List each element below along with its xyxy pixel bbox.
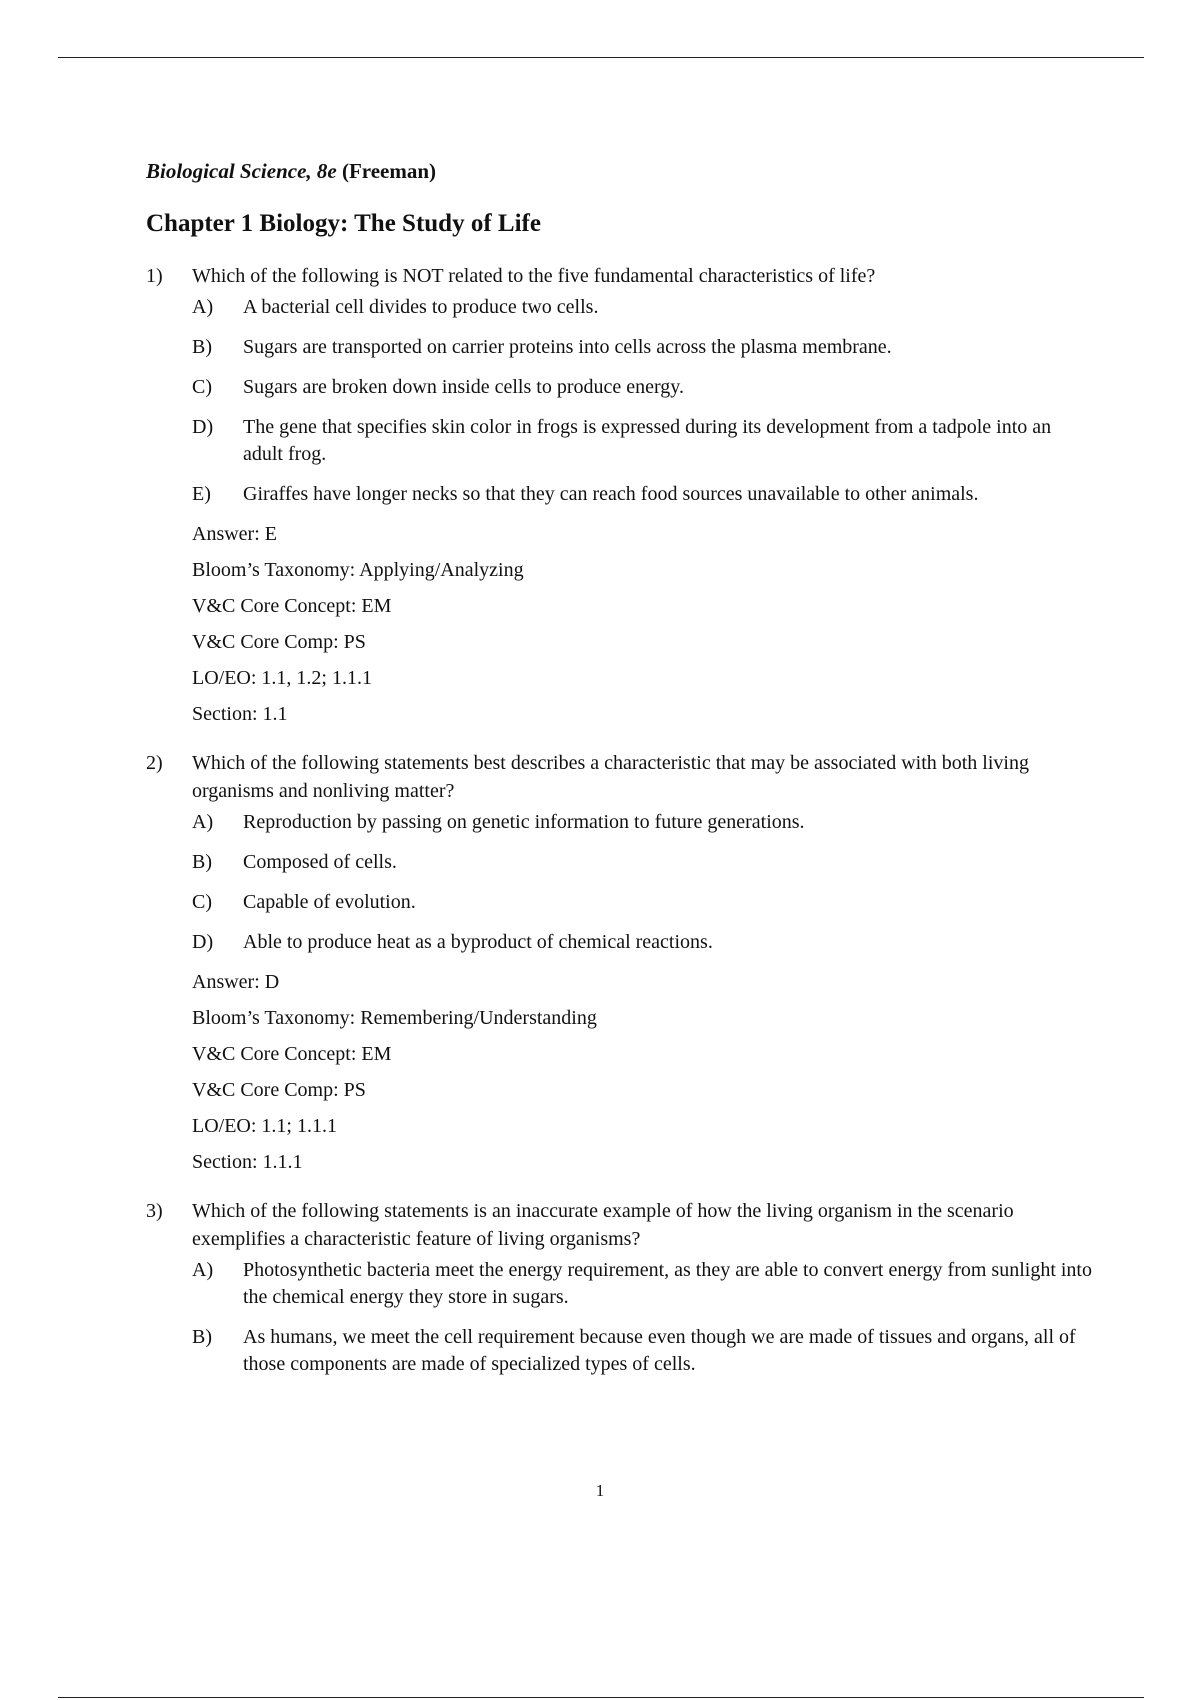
choice-label: A) <box>192 296 214 318</box>
choice-text: Composed of cells. <box>243 851 397 873</box>
question-1 <box>146 262 1096 727</box>
blooms-taxonomy-line: Bloom’s Taxonomy: Remembering/Understanding <box>192 1007 597 1029</box>
question-3 <box>146 1197 1096 1378</box>
choice-label: A) <box>192 811 214 833</box>
choice-d <box>192 414 1096 468</box>
question-text: Which of the following is NOT related to the five fundamental characteristics of life? <box>192 265 876 287</box>
choice-label: A) <box>192 1259 214 1281</box>
choice-label: B) <box>192 851 212 873</box>
choice-b <box>192 849 1096 876</box>
blooms-taxonomy-line: Bloom’s Taxonomy: Applying/Analyzing <box>192 559 524 581</box>
choice-a <box>192 294 1096 321</box>
question-text: Which of the following statements is an inaccurate example of how the living organism in the scenario exemplifies a characteristic feature of living organisms? <box>192 1200 1014 1250</box>
core-comp-line: V&C Core Comp: PS <box>192 631 366 653</box>
choice-d <box>192 929 1096 956</box>
choice-c <box>192 889 1096 916</box>
book-title-author: (Freeman) <box>341 159 437 183</box>
book-title-italic: Biological Science, 8e <box>146 159 337 183</box>
section-line: Section: 1.1.1 <box>192 1151 303 1173</box>
choice-label: B) <box>192 336 212 358</box>
section-line: Section: 1.1 <box>192 703 288 725</box>
choice-a <box>192 1257 1096 1311</box>
choice-c <box>192 374 1096 401</box>
choice-text: Sugars are broken down inside cells to produce energy. <box>243 376 684 398</box>
choice-label: B) <box>192 1326 212 1348</box>
answer-line: Answer: D <box>192 971 280 993</box>
question-2 <box>146 749 1096 1175</box>
choice-a <box>192 809 1096 836</box>
answer-choices <box>192 809 1096 956</box>
question-metadata <box>192 969 1096 1175</box>
answer-choices <box>192 1257 1096 1378</box>
book-title <box>146 156 1096 186</box>
lo-eo-line: LO/EO: 1.1; 1.1.1 <box>192 1115 337 1137</box>
question-number: 3) <box>146 1200 163 1222</box>
choice-text: The gene that specifies skin color in frogs is expressed during its development from a tadpole into an adult frog. <box>243 416 1052 465</box>
question-number: 1) <box>146 265 163 287</box>
answer-choices <box>192 294 1096 508</box>
choice-text: Giraffes have longer necks so that they can reach food sources unavailable to other animals. <box>243 483 979 505</box>
choice-text: Able to produce heat as a byproduct of chemical reactions. <box>243 931 713 953</box>
choice-label: E) <box>192 483 211 505</box>
choice-b <box>192 1324 1096 1378</box>
choice-text: As humans, we meet the cell requirement because even though we are made of tissues and organs, all of those components are made of specialized types of cells. <box>243 1326 1076 1375</box>
core-comp-line: V&C Core Comp: PS <box>192 1079 366 1101</box>
question-metadata <box>192 521 1096 727</box>
lo-eo-line: LO/EO: 1.1, 1.2; 1.1.1 <box>192 667 372 689</box>
chapter-title: Chapter 1 Biology: The Study of Life <box>146 210 541 237</box>
page-number: 1 <box>595 1481 605 1500</box>
choice-label: D) <box>192 931 214 953</box>
choice-e <box>192 481 1096 508</box>
question-text: Which of the following statements best describes a characteristic that may be associated with both living organisms and nonliving matter? <box>192 752 1029 802</box>
choice-text: Reproduction by passing on genetic information to future generations. <box>243 811 805 833</box>
choice-text: Sugars are transported on carrier proteins into cells across the plasma membrane. <box>243 336 892 358</box>
core-concept-line: V&C Core Concept: EM <box>192 1043 392 1065</box>
page-content <box>146 156 1096 1391</box>
bottom-rule <box>58 1697 1144 1698</box>
choice-label: C) <box>192 891 212 913</box>
question-number: 2) <box>146 752 163 774</box>
core-concept-line: V&C Core Concept: EM <box>192 595 392 617</box>
choice-text: Photosynthetic bacteria meet the energy requirement, as they are able to convert energy from sunlight into the chemical energy they store in sugars. <box>243 1259 1092 1308</box>
choice-label: C) <box>192 376 212 398</box>
choice-text: Capable of evolution. <box>243 891 416 913</box>
choice-text: A bacterial cell divides to produce two cells. <box>243 296 599 318</box>
choice-b <box>192 334 1096 361</box>
answer-line: Answer: E <box>192 523 277 545</box>
choice-label: D) <box>192 416 214 438</box>
top-rule <box>58 57 1144 58</box>
